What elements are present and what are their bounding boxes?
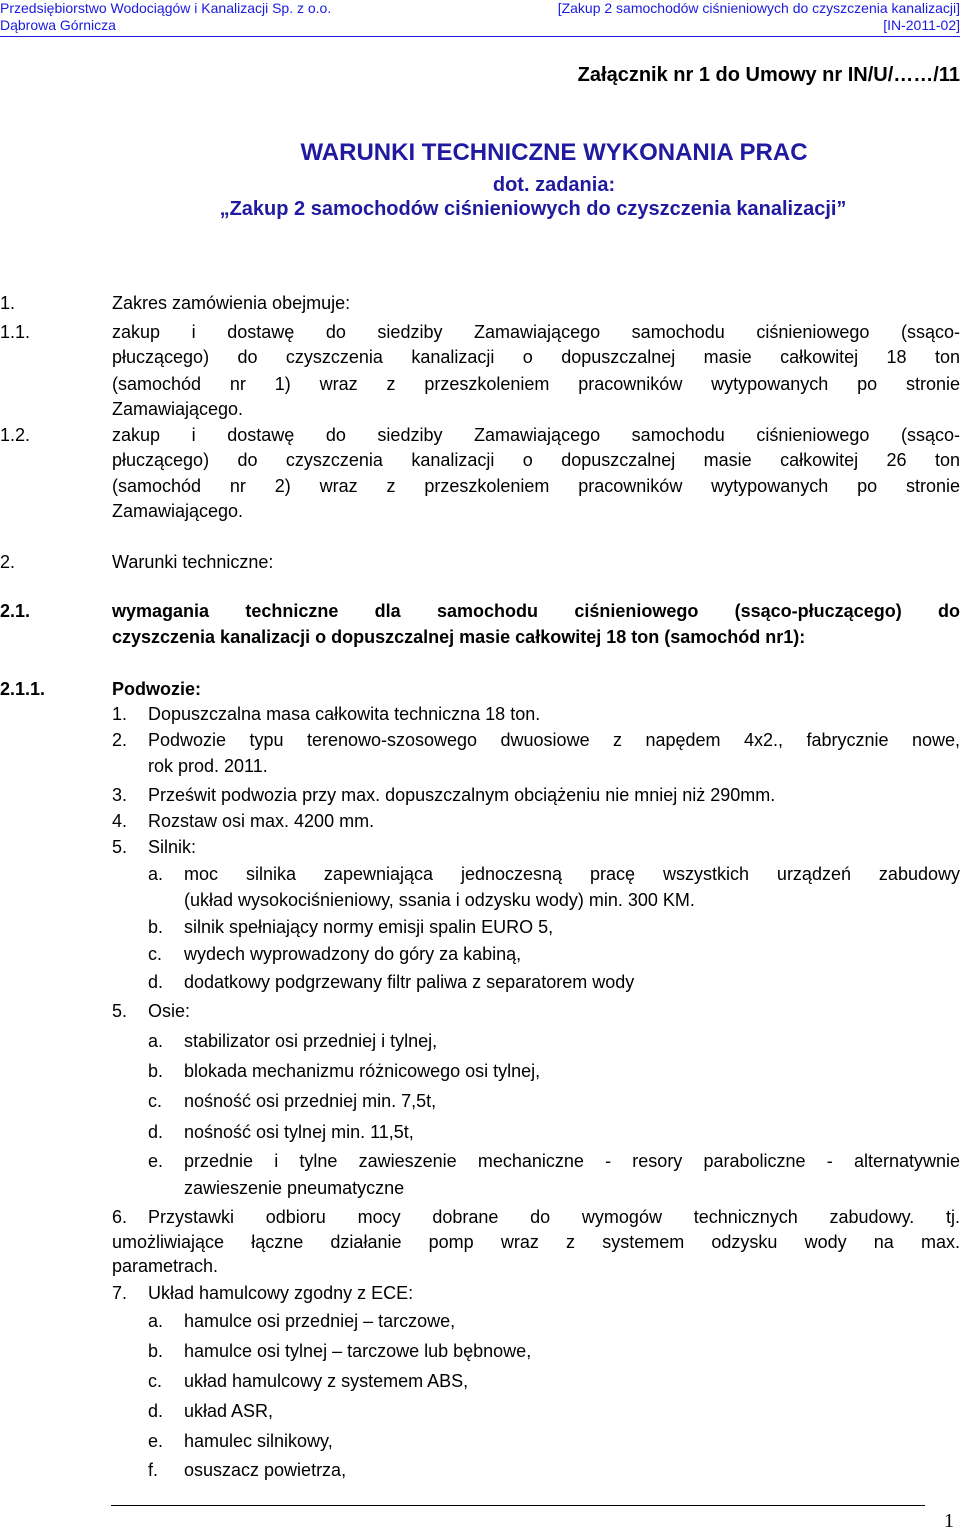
list-item-text: Prześwit podwozia przy max. dopuszczalnym obciążeniu nie mniej niż 290mm.	[148, 785, 776, 805]
list-item-number: 5.	[112, 837, 128, 857]
list-item-number: 2.	[112, 730, 128, 750]
list-item-text: Przystawki odbioru mocy dobrane do wymogów technicznych zabudowy. tj.	[148, 1207, 960, 1227]
list-item-text: osuszacz powietrza,	[184, 1460, 347, 1480]
list-item-number: e.	[148, 1431, 164, 1451]
list-item-number: b.	[148, 1341, 164, 1361]
list-item-number: d.	[148, 1401, 164, 1421]
list-item-text: moc silnika zapewniająca jednoczesną pracę wszystkich urządzeń zabudowy	[184, 864, 960, 884]
list-item-number: c.	[148, 944, 163, 964]
item-1-1-line1: zakup i dostawę do siedziby Zamawiającego samochodu ciśnieniowego (ssąco-	[112, 322, 960, 342]
list-item-number: 5.	[112, 1001, 128, 1021]
list-item-number: b.	[148, 917, 164, 937]
list-item-number: d.	[148, 972, 164, 992]
list-item-text: hamulce osi tylnej – tarczowe lub bębnowe,	[184, 1341, 532, 1361]
list-item-number: a.	[148, 1311, 164, 1331]
chassis-heading: Podwozie:	[112, 679, 201, 699]
list-item-text: rok prod. 2011.	[148, 756, 268, 776]
header-title-line1: [Zakup 2 samochodów ciśnieniowych do czyszczenia kanalizacji]	[557, 0, 960, 16]
item-2-1-line1: wymagania techniczne dla samochodu ciśnieniowego (ssąco-płuczącego) do	[112, 601, 960, 621]
list-item-text: Silnik:	[148, 837, 197, 857]
list-item-number: e.	[148, 1151, 164, 1171]
list-item-text: Rozstaw osi max. 4200 mm.	[148, 811, 375, 831]
list-item-number: f.	[148, 1460, 159, 1480]
header-rule	[0, 36, 960, 37]
section1-heading: Zakres zamówienia obejmuje:	[112, 293, 351, 313]
item-1-2-num: 1.2.	[0, 425, 31, 445]
list-item-text: dodatkowy podgrzewany filtr paliwa z separatorem wody	[184, 972, 635, 992]
list-item-text: stabilizator osi przedniej i tylnej,	[184, 1031, 438, 1051]
list-item-text: blokada mechanizmu różnicowego osi tylnej,	[184, 1061, 541, 1081]
list-item-number: a.	[148, 1031, 164, 1051]
list-item-text: umożliwiające łączne działanie pomp wraz z systemem odzysku wody na max.	[112, 1232, 960, 1252]
list-item-text: Układ hamulcowy zgodny z ECE:	[148, 1283, 414, 1303]
list-item-text: Osie:	[148, 1001, 191, 1021]
list-item-number: 1.	[112, 704, 128, 724]
list-item-text: hamulec silnikowy,	[184, 1431, 333, 1451]
footer-rule	[111, 1505, 925, 1506]
list-item-number: a.	[148, 864, 164, 884]
item-1-2-line2: płuczącego) do czyszczenia kanalizacji o dopuszczalnej masie całkowitej 26 ton	[112, 450, 960, 470]
list-item-text: układ hamulcowy z systemem ABS,	[184, 1371, 469, 1391]
list-item-text: silnik spełniający normy emisji spalin EURO 5,	[184, 917, 554, 937]
list-item-number: 3.	[112, 785, 128, 805]
list-item-text: Dopuszczalna masa całkowita techniczna 18 ton.	[148, 704, 541, 724]
list-item-number: 4.	[112, 811, 128, 831]
list-item-number: 6.	[112, 1207, 128, 1227]
list-item-text: hamulce osi przedniej – tarczowe,	[184, 1311, 456, 1331]
item-2-1-line2: czyszczenia kanalizacji o dopuszczalnej masie całkowitej 18 ton (samochód nr1):	[112, 627, 806, 647]
list-item-number: c.	[148, 1371, 163, 1391]
item-2-1-num: 2.1.	[0, 601, 31, 621]
header-company-line1: Przedsiębiorstwo Wodociągów i Kanalizacji Sp. z o.o.	[0, 0, 332, 16]
list-item-text: (układ wysokociśnieniowy, ssania i odzysku wody) min. 300 KM.	[184, 890, 695, 910]
annex-label: Załącznik nr 1 do Umowy nr IN/U/……/11	[577, 64, 960, 86]
item-1-2-line4: Zamawiającego.	[112, 501, 244, 521]
item-2-1-1-num: 2.1.1.	[0, 679, 46, 699]
list-item-text: Podwozie typu terenowo-szosowego dwuosiowe z napędem 4x2., fabrycznie nowe,	[148, 730, 960, 750]
list-item-text: przednie i tylne zawieszenie mechaniczne - resory paraboliczne - alternatywnie	[184, 1151, 960, 1171]
title-sub1: dot. zadania:	[492, 174, 616, 196]
page-number: 1	[944, 1510, 954, 1532]
header-company-line2: Dąbrowa Górnicza	[0, 17, 116, 33]
item-1-1-num: 1.1.	[0, 322, 31, 342]
title-sub2: „Zakup 2 samochodów ciśnieniowych do czyszczenia kanalizacji”	[219, 198, 847, 220]
header-title-line2: [IN-2011-02]	[883, 17, 960, 33]
list-item-number: 7.	[112, 1283, 128, 1303]
section1-num: 1.	[0, 293, 16, 313]
list-item-text: wydech wyprowadzony do góry za kabiną,	[184, 944, 522, 964]
section2-heading: Warunki techniczne:	[112, 552, 274, 572]
section2-num: 2.	[0, 552, 16, 572]
list-item-text: parametrach.	[112, 1256, 219, 1276]
item-1-1-line3: (samochód nr 1) wraz z przeszkoleniem pracowników wytypowanych po stronie	[112, 374, 960, 394]
list-item-text: nośność osi przedniej min. 7,5t,	[184, 1091, 437, 1111]
item-1-2-line1: zakup i dostawę do siedziby Zamawiającego samochodu ciśnieniowego (ssąco-	[112, 425, 960, 445]
page-title: WARUNKI TECHNICZNE WYKONANIA PRAC	[300, 139, 808, 166]
list-item-number: b.	[148, 1061, 164, 1081]
list-item-number: d.	[148, 1122, 164, 1142]
list-item-text: zawieszenie pneumatyczne	[184, 1178, 405, 1198]
item-1-1-line2: płuczącego) do czyszczenia kanalizacji o dopuszczalnej masie całkowitej 18 ton	[112, 347, 960, 367]
list-item-text: nośność osi tylnej min. 11,5t,	[184, 1122, 414, 1142]
list-item-text: układ ASR,	[184, 1401, 274, 1421]
list-item-number: c.	[148, 1091, 163, 1111]
item-1-2-line3: (samochód nr 2) wraz z przeszkoleniem pracowników wytypowanych po stronie	[112, 476, 960, 496]
item-1-1-line4: Zamawiającego.	[112, 399, 244, 419]
